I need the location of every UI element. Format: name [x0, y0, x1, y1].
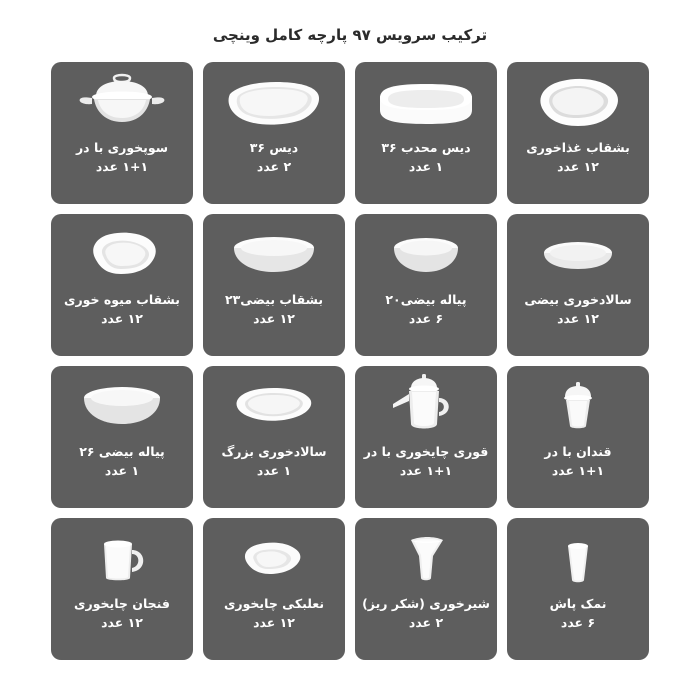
- product-qty: ۲ عدد: [408, 614, 444, 630]
- product-name: فنجان چایخوری: [74, 596, 170, 611]
- product-labels: [215, 444, 332, 480]
- product-tile[interactable]: [355, 366, 497, 508]
- product-tile[interactable]: [203, 214, 345, 356]
- product-labels: [538, 444, 617, 480]
- product-name: بشقاب غذاخوری: [526, 140, 630, 155]
- product-labels: [379, 292, 472, 328]
- product-name: قندان با در: [544, 444, 612, 459]
- product-labels: [70, 140, 174, 176]
- product-qty: ۱+۱ عدد: [95, 158, 149, 174]
- product-name: پیاله بیضی ۲۶: [79, 444, 165, 459]
- product-tile[interactable]: [51, 62, 193, 204]
- salt-shaker-icon: [507, 518, 649, 596]
- product-labels: [358, 444, 495, 480]
- product-qty: ۱ عدد: [408, 158, 444, 174]
- teapot-with-lid-icon: [355, 366, 497, 444]
- product-tile[interactable]: [203, 518, 345, 660]
- product-tile[interactable]: [507, 366, 649, 508]
- product-tile[interactable]: [203, 366, 345, 508]
- product-qty: ۱۲ عدد: [101, 614, 143, 630]
- product-qty: ۱+۱ عدد: [551, 462, 605, 478]
- rectangular-convex-platter-icon: [355, 62, 497, 140]
- product-tile[interactable]: [507, 62, 649, 204]
- product-name: دیس ۳۶: [249, 140, 299, 155]
- large-salad-bowl-icon: [203, 366, 345, 444]
- product-name: نعلبکی چایخوری: [223, 596, 325, 611]
- sugar-pot-with-lid-icon: [507, 366, 649, 444]
- product-qty: ۱ عدد: [104, 462, 140, 478]
- product-qty: ۶ عدد: [560, 614, 596, 630]
- oval-salad-bowl-icon: [507, 214, 649, 292]
- product-labels: [518, 292, 637, 328]
- product-tile[interactable]: [203, 62, 345, 204]
- product-qty: ۱۲ عدد: [557, 158, 599, 174]
- tea-saucer-icon: [203, 518, 345, 596]
- product-labels: [68, 596, 176, 632]
- tea-cup-icon: [51, 518, 193, 596]
- product-name: نمک پاش: [549, 596, 607, 611]
- product-labels: [544, 596, 613, 632]
- soup-tureen-with-lid-icon: [51, 62, 193, 140]
- product-name: سالادخوری بزرگ: [221, 444, 327, 459]
- product-qty: ۱۲ عدد: [557, 310, 599, 326]
- product-name: دیس محدب ۳۶: [381, 140, 471, 155]
- product-qty: ۶ عدد: [408, 310, 444, 326]
- product-tile[interactable]: [51, 518, 193, 660]
- product-tile[interactable]: [507, 518, 649, 660]
- product-labels: [219, 292, 329, 328]
- product-qty: ۱ عدد: [256, 462, 292, 478]
- product-labels: [375, 140, 476, 176]
- product-tile[interactable]: [51, 214, 193, 356]
- oval-bowl-26-icon: [51, 366, 193, 444]
- product-qty: ۱۲ عدد: [253, 310, 295, 326]
- product-name: بشقاب بیضی۲۳: [224, 292, 324, 307]
- product-labels: [244, 140, 304, 176]
- product-tile[interactable]: [51, 366, 193, 508]
- product-tile[interactable]: [507, 214, 649, 356]
- product-labels: [356, 596, 496, 632]
- product-tile[interactable]: [355, 62, 497, 204]
- product-name: بشقاب میوه خوری: [64, 292, 180, 307]
- product-name: سالادخوری بیضی: [524, 292, 632, 307]
- square-dinner-plate-icon: [507, 62, 649, 140]
- product-qty: ۱۲ عدد: [101, 310, 143, 326]
- product-grid: [50, 62, 650, 660]
- product-tile[interactable]: [355, 518, 497, 660]
- product-name: پیاله بیضی۲۰: [385, 292, 467, 307]
- rectangular-platter-icon: [203, 62, 345, 140]
- product-labels: [73, 444, 171, 480]
- product-labels: [218, 596, 330, 632]
- page-title: ترکیب سرویس ۹۷ پارچه کامل وینچی: [212, 26, 488, 44]
- square-fruit-plate-icon: [51, 214, 193, 292]
- oval-soup-plate-23-icon: [203, 214, 345, 292]
- product-tile[interactable]: [355, 214, 497, 356]
- product-name: شیرخوری (شکر ریز): [362, 596, 490, 611]
- product-labels: [58, 292, 186, 328]
- product-qty: ۲ عدد: [256, 158, 292, 174]
- product-labels: [520, 140, 636, 176]
- product-name: قوری چایخوری با در: [363, 444, 489, 459]
- product-name: سوپخوری با در: [75, 140, 169, 155]
- product-qty: ۱۲ عدد: [253, 614, 295, 630]
- creamer-sugar-pourer-icon: [355, 518, 497, 596]
- oval-bowl-20-icon: [355, 214, 497, 292]
- product-qty: ۱+۱ عدد: [399, 462, 453, 478]
